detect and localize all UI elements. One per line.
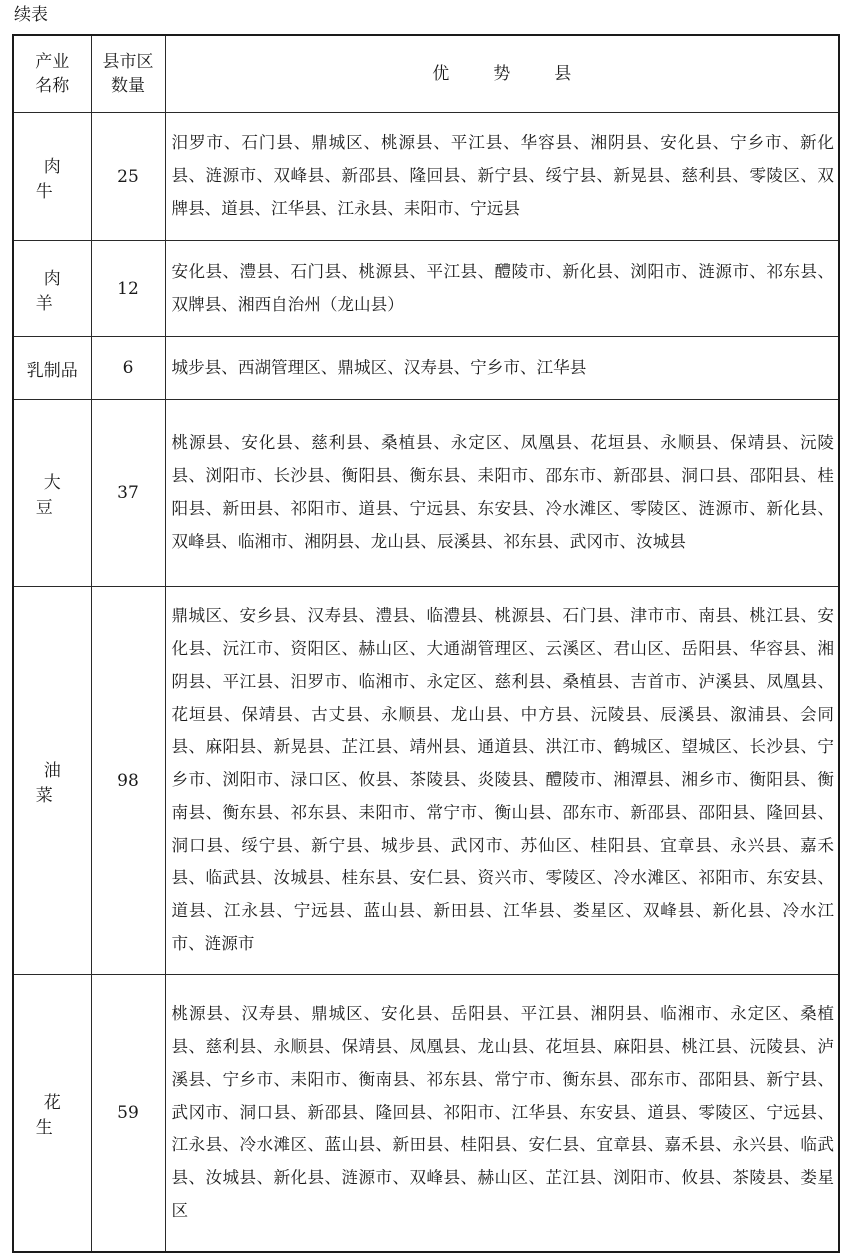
county-count: 25: [91, 113, 165, 241]
header-count-line2: 数量: [111, 76, 145, 96]
county-list: 鼎城区、安乡县、汉寿县、澧县、临澧县、桃源县、石门县、津市市、南县、桃江县、安化县、沅江市、资阳区、赫山区、大通湖管理区、云溪区、君山区、岳阳县、华容县、湘阴县、平江县、汨罗市、临湘市、永定区、慈利县、桑植县、吉首市、泸溪县、凤凰县、花垣县、保靖县、古丈县、永顺县、龙山县、中方县、沅陵县、辰溪县、溆浦县、会同县、麻阳县、新晃县、芷江县、靖州县、通道县、洪江市、鹤城区、望城区、长沙县、宁乡市、浏阳市、渌口区、攸县、茶陵县、炎陵县、醴陵市、湘潭县、湘乡市、衡阳县、衡南县、衡东县、祁东县、耒阳市、常宁市、衡山县、邵东市、新邵县、邵阳县、隆回县、洞口县、绥宁县、新宁县、城步县、武冈市、苏仙区、桂阳县、宜章县、永兴县、嘉禾县、临武县、汝城县、桂东县、安仁县、资兴市、零陵区、冷水滩区、祁阳市、东安县、道县、江永县、宁远县、蓝山县、新田县、江华县、娄星区、双峰县、新化县、冷水江市、涟源市: [165, 587, 839, 975]
county-count: 6: [91, 337, 165, 400]
header-advantage-counties: 优势县: [165, 35, 839, 113]
header-industry-name: [13, 35, 91, 113]
industry-name: 油菜: [13, 587, 91, 975]
header-industry-line2: 名称: [35, 76, 70, 96]
table-row: [13, 241, 839, 337]
page-caption: 续表: [14, 5, 48, 25]
industry-name: 花生: [13, 975, 91, 1253]
header-county-count: [91, 35, 165, 113]
county-list: 汨罗市、石门县、鼎城区、桃源县、平江县、华容县、湘阴县、安化县、宁乡市、新化县、涟源市、双峰县、新邵县、隆回县、新宁县、绥宁县、新晃县、慈利县、零陵区、双牌县、道县、江华县、江永县、耒阳市、宁远县: [165, 113, 839, 241]
county-list: 桃源县、汉寿县、鼎城区、安化县、岳阳县、平江县、湘阴县、临湘市、永定区、桑植县、慈利县、永顺县、保靖县、凤凰县、龙山县、花垣县、麻阳县、桃江县、沅陵县、泸溪县、宁乡市、耒阳市、衡南县、祁东县、常宁市、衡东县、邵东市、邵阳县、新宁县、武冈市、洞口县、新邵县、隆回县、祁阳市、江华县、东安县、道县、零陵区、宁远县、江永县、冷水滩区、蓝山县、新田县、桂阳县、安仁县、宜章县、嘉禾县、永兴县、临武县、汝城县、新化县、涟源市、双峰县、赫山区、芷江县、浏阳市、攸县、茶陵县、娄星区: [165, 975, 839, 1253]
county-count: 98: [91, 587, 165, 975]
county-count: 12: [91, 241, 165, 337]
county-list: 安化县、澧县、石门县、桃源县、平江县、醴陵市、新化县、浏阳市、涟源市、祁东县、双牌县、湘西自治州（龙山县）: [165, 241, 839, 337]
table-row: [13, 400, 839, 587]
header-industry-line1: 产业: [35, 52, 70, 72]
header-count-line1: 县市区: [102, 52, 154, 72]
industry-name: 肉羊: [13, 241, 91, 337]
table-header-row: [13, 35, 839, 113]
table-row: [13, 975, 839, 1253]
advantage-counties-table: [12, 34, 840, 1253]
county-list: 桃源县、安化县、慈利县、桑植县、永定区、凤凰县、花垣县、永顺县、保靖县、沅陵县、浏阳市、长沙县、衡阳县、衡东县、耒阳市、邵东市、新邵县、洞口县、邵阳县、桂阳县、新田县、祁阳市、道县、宁远县、东安县、冷水滩区、零陵区、涟源市、新化县、双峰县、临湘市、湘阴县、龙山县、辰溪县、祁东县、武冈市、汝城县: [165, 400, 839, 587]
table-row: [13, 337, 839, 400]
industry-name: 肉牛: [13, 113, 91, 241]
county-count: 37: [91, 400, 165, 587]
data-table-container: [12, 34, 838, 1253]
table-row: [13, 587, 839, 975]
industry-name: 乳制品: [13, 337, 91, 400]
county-count: 59: [91, 975, 165, 1253]
county-list: 城步县、西湖管理区、鼎城区、汉寿县、宁乡市、江华县: [165, 337, 839, 400]
table-row: [13, 113, 839, 241]
industry-name: 大豆: [13, 400, 91, 587]
